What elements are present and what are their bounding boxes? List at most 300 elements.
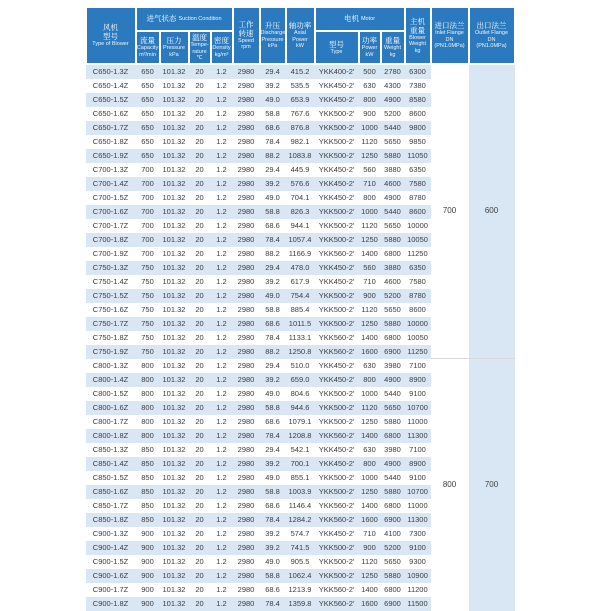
value-cell: 11050: [405, 149, 431, 163]
value-cell: 20: [195, 556, 204, 566]
value-cell: 10900: [405, 569, 431, 583]
value-cell: 700.1: [286, 457, 315, 471]
value-cell: 101.32: [162, 276, 186, 286]
value-cell: 1000: [359, 121, 381, 135]
value-cell: 850: [136, 485, 160, 499]
value-cell: 11250: [407, 248, 428, 258]
value-cell: 1.2: [211, 373, 233, 387]
value-cell: 101.32: [160, 513, 189, 527]
value-cell: 1.2: [211, 513, 233, 527]
blower-model-cell: C800-1.4Z: [86, 373, 136, 387]
value-cell: YKK450-2′: [318, 192, 355, 202]
value-cell: 900: [141, 584, 154, 594]
value-cell: 1.2: [211, 121, 233, 135]
value-cell: 750: [136, 261, 160, 275]
value-cell: 1.2: [211, 429, 233, 443]
value-cell: 900: [363, 108, 376, 118]
blower-model-cell: C900-1.4Z: [86, 541, 136, 555]
value-cell: YKK560-2′: [318, 500, 355, 510]
value-cell: 2980: [237, 360, 255, 370]
value-cell: 1079.1: [288, 416, 312, 426]
value-cell: 20: [195, 472, 204, 482]
value-cell: 900: [136, 541, 160, 555]
value-cell: 20: [189, 64, 211, 79]
blower-model-cell: C800-1.3Z: [92, 360, 129, 370]
value-cell: 101.32: [162, 360, 186, 370]
value-cell: 650: [141, 108, 154, 118]
blower-model-cell: C650-1.5Z: [86, 93, 136, 107]
blower-model-cell: C850-1.8Z: [86, 513, 136, 527]
value-cell: 1.2: [211, 177, 233, 191]
value-cell: 1083.8: [286, 149, 315, 163]
outlet-flange-value: 700: [469, 359, 515, 611]
value-cell: 2980: [237, 332, 255, 342]
value-cell: 1.2: [216, 164, 227, 174]
value-cell: 650: [136, 121, 160, 135]
value-cell: 10050: [405, 233, 431, 247]
value-cell: 29.4: [265, 360, 280, 370]
value-cell: 7580: [405, 177, 431, 191]
value-cell: 1.2: [216, 416, 227, 426]
value-cell: 101.32: [162, 584, 186, 594]
value-cell: YKK560-2′: [318, 248, 355, 258]
value-cell: 650: [141, 80, 154, 90]
value-cell: 11300: [405, 513, 431, 527]
value-cell: 850: [141, 472, 154, 482]
value-cell: 630: [363, 360, 376, 370]
value-cell: 1.2: [216, 248, 227, 258]
value-cell: YKK500-2′: [315, 541, 359, 555]
value-cell: YKK500-2′: [315, 289, 359, 303]
value-cell: 5650: [384, 556, 401, 566]
value-cell: 630: [363, 80, 376, 90]
header-outlet-flange: 出口法兰 Outlet Flange DN (PN1.0MPa): [469, 7, 515, 64]
value-cell: 850: [136, 457, 160, 471]
value-cell: 2980: [237, 472, 255, 482]
value-cell: 659.0: [286, 373, 315, 387]
value-cell: 58.8: [265, 108, 280, 118]
value-cell: 2980: [237, 248, 255, 258]
value-cell: 700: [141, 164, 154, 174]
value-cell: 800: [136, 373, 160, 387]
value-cell: 8780: [409, 192, 426, 202]
value-cell: 101.32: [160, 541, 189, 555]
value-cell: 68.6: [265, 220, 280, 230]
value-cell: 4900: [384, 192, 401, 202]
value-cell: 101.32: [160, 569, 189, 583]
value-cell: 5200: [381, 541, 405, 555]
value-cell: 7100: [409, 360, 426, 370]
value-cell: 630: [363, 444, 376, 454]
value-cell: 101.32: [160, 149, 189, 163]
value-cell: 1003.9: [286, 485, 315, 499]
value-cell: 1.2: [216, 276, 227, 286]
value-cell: 850: [141, 500, 154, 510]
value-cell: 478.0: [286, 261, 315, 275]
value-cell: 700: [141, 220, 154, 230]
value-cell: 574.7: [290, 528, 310, 538]
value-cell: 101.32: [160, 121, 189, 135]
value-cell: 6800: [384, 584, 401, 594]
value-cell: 1120: [359, 401, 381, 415]
value-cell: YKK500-2′: [318, 108, 355, 118]
value-cell: 11500: [405, 597, 431, 611]
value-cell: YKK500-2′: [315, 317, 359, 331]
value-cell: 20: [195, 528, 204, 538]
value-cell: 1.2: [216, 80, 227, 90]
value-cell: 2980: [233, 429, 260, 443]
value-cell: 5880: [381, 485, 405, 499]
value-cell: 3980: [384, 360, 401, 370]
value-cell: 39.2: [260, 457, 286, 471]
value-cell: 4900: [381, 457, 405, 471]
value-cell: 5880: [381, 233, 405, 247]
value-cell: 5880: [381, 569, 405, 583]
value-cell: YKK450-2′: [315, 93, 359, 107]
value-cell: 11200: [407, 584, 428, 594]
header-blower-weight: 主机 重量 Blower Weight kg: [405, 7, 431, 64]
value-cell: 944.6: [286, 401, 315, 415]
blower-model-cell: C700-1.8Z: [86, 233, 136, 247]
blower-model-cell: C800-1.6Z: [86, 401, 136, 415]
value-cell: YKK450-2′: [318, 444, 355, 454]
value-cell: 1250: [359, 233, 381, 247]
value-cell: 78.4: [260, 597, 286, 611]
value-cell: 78.4: [260, 233, 286, 247]
value-cell: 710: [363, 528, 376, 538]
value-cell: 8900: [405, 457, 431, 471]
value-cell: 1400: [361, 500, 378, 510]
value-cell: 101.32: [160, 317, 189, 331]
value-cell: 500: [359, 64, 381, 79]
value-cell: 1.2: [216, 500, 227, 510]
value-cell: 1.2: [211, 233, 233, 247]
value-cell: 5650: [381, 401, 405, 415]
value-cell: 510.0: [290, 360, 310, 370]
value-cell: 68.6: [265, 500, 280, 510]
value-cell: 8600: [405, 205, 431, 219]
value-cell: 6800: [384, 332, 401, 342]
value-cell: YKK560-2′: [318, 332, 355, 342]
value-cell: YKK560-2′: [315, 429, 359, 443]
blower-model-cell: C700-1.3Z: [92, 164, 129, 174]
value-cell: 1.2: [211, 289, 233, 303]
value-cell: 2980: [233, 121, 260, 135]
value-cell: 7580: [409, 276, 426, 286]
value-cell: 20: [189, 149, 211, 163]
header-suction-condition-group: 进气状态 Suction Condition: [136, 7, 233, 31]
header-pressure: 压力 Pressure kPa: [160, 31, 189, 64]
value-cell: 88.2: [260, 345, 286, 359]
value-cell: 9100: [405, 541, 431, 555]
value-cell: 78.4: [265, 332, 280, 342]
value-cell: 78.4: [260, 513, 286, 527]
value-cell: YKK450-2′: [318, 276, 355, 286]
value-cell: 1600: [359, 345, 381, 359]
value-cell: 29.4: [260, 64, 286, 79]
value-cell: 101.32: [160, 457, 189, 471]
value-cell: 1.2: [216, 360, 227, 370]
value-cell: 750: [141, 332, 154, 342]
value-cell: 1.2: [211, 261, 233, 275]
value-cell: 1.2: [211, 205, 233, 219]
value-cell: 1.2: [216, 584, 227, 594]
blower-model-cell: C900-1.8Z: [86, 597, 136, 611]
value-cell: 39.2: [260, 541, 286, 555]
value-cell: YKK500-2′: [318, 388, 355, 398]
value-cell: 1.2: [216, 220, 227, 230]
table-row: [86, 359, 515, 373]
value-cell: 5880: [381, 149, 405, 163]
value-cell: 1.2: [211, 569, 233, 583]
value-cell: 1284.2: [286, 513, 315, 527]
value-cell: 2980: [233, 233, 260, 247]
value-cell: YKK500-2′: [315, 149, 359, 163]
value-cell: 800: [141, 416, 154, 426]
value-cell: 6800: [381, 429, 405, 443]
value-cell: 20: [189, 513, 211, 527]
value-cell: 20: [195, 304, 204, 314]
value-cell: 2980: [233, 289, 260, 303]
value-cell: 1120: [361, 556, 378, 566]
value-cell: YKK500-2′: [318, 220, 355, 230]
value-cell: 1400: [361, 332, 378, 342]
value-cell: 1133.1: [288, 332, 312, 342]
value-cell: YKK500-2′: [318, 416, 355, 426]
value-cell: 78.4: [260, 429, 286, 443]
value-cell: 5440: [384, 388, 401, 398]
blower-spec-table: [85, 6, 516, 611]
value-cell: 20: [189, 401, 211, 415]
value-cell: 704.1: [290, 192, 310, 202]
value-cell: 905.5: [290, 556, 310, 566]
value-cell: 542.1: [290, 444, 310, 454]
value-cell: 710: [359, 177, 381, 191]
blower-model-cell: C700-1.5Z: [92, 192, 129, 202]
blower-model-cell: C700-1.7Z: [92, 220, 129, 230]
value-cell: 2980: [233, 541, 260, 555]
value-cell: YKK500-2′: [315, 121, 359, 135]
header-discharge-pressure: 升压 Discharge Pressure kPa: [260, 7, 286, 64]
blower-model-cell: C750-1.5Z: [86, 289, 136, 303]
value-cell: 101.32: [160, 485, 189, 499]
value-cell: YKK500-2′: [315, 401, 359, 415]
value-cell: 9300: [409, 556, 426, 566]
value-cell: 101.32: [162, 304, 186, 314]
value-cell: 8900: [405, 373, 431, 387]
value-cell: 101.32: [162, 528, 186, 538]
value-cell: 101.32: [162, 80, 186, 90]
value-cell: 101.32: [162, 332, 186, 342]
header-axial-power: 轴功率 Axial Power kW: [286, 7, 315, 64]
value-cell: 1.2: [211, 597, 233, 611]
value-cell: 750: [136, 345, 160, 359]
value-cell: 2980: [233, 261, 260, 275]
value-cell: 5200: [381, 289, 405, 303]
value-cell: 29.4: [260, 261, 286, 275]
value-cell: 1208.8: [286, 429, 315, 443]
value-cell: YKK500-2′: [318, 304, 355, 314]
value-cell: 20: [189, 485, 211, 499]
value-cell: 39.2: [260, 373, 286, 387]
value-cell: 445.9: [290, 164, 310, 174]
value-cell: 68.6: [265, 584, 280, 594]
value-cell: 101.32: [162, 556, 186, 566]
value-cell: 101.32: [162, 472, 186, 482]
blower-model-cell: C650-1.9Z: [86, 149, 136, 163]
value-cell: 4900: [381, 93, 405, 107]
value-cell: 101.32: [160, 373, 189, 387]
header-motor-weight: 重量 Weight kg: [381, 31, 405, 64]
value-cell: 1250: [359, 149, 381, 163]
blower-model-cell: C800-1.5Z: [92, 388, 129, 398]
value-cell: YKK450-2′: [315, 177, 359, 191]
value-cell: 1600: [359, 513, 381, 527]
value-cell: 415.2: [286, 64, 315, 79]
value-cell: 20: [189, 373, 211, 387]
header-motor-power: 功率 Power kW: [359, 31, 381, 64]
value-cell: 1000: [361, 472, 378, 482]
value-cell: 8780: [405, 289, 431, 303]
value-cell: 58.8: [260, 485, 286, 499]
value-cell: 1400: [361, 248, 378, 258]
value-cell: 2980: [233, 93, 260, 107]
value-cell: 1400: [361, 584, 378, 594]
value-cell: 2780: [381, 64, 405, 79]
blower-model-cell: C900-1.3Z: [92, 528, 129, 538]
value-cell: 101.32: [160, 205, 189, 219]
value-cell: 20: [189, 457, 211, 471]
value-cell: 944.1: [290, 220, 310, 230]
header-density: 密度 Density kg/m³: [211, 31, 233, 64]
value-cell: 1057.4: [286, 233, 315, 247]
value-cell: 2980: [233, 205, 260, 219]
value-cell: 1250: [359, 569, 381, 583]
value-cell: YKK500-2′: [315, 233, 359, 247]
value-cell: 2980: [233, 149, 260, 163]
header-motor-type: 型号 Type: [315, 31, 359, 64]
blower-model-cell: C650-1.3Z: [86, 64, 136, 79]
value-cell: YKK450-2′: [318, 164, 355, 174]
blower-model-cell: C900-1.5Z: [92, 556, 129, 566]
value-cell: 20: [195, 584, 204, 594]
value-cell: 800: [359, 373, 381, 387]
header-speed: 工作 转速 Speed rpm: [233, 7, 260, 64]
value-cell: 900: [359, 541, 381, 555]
value-cell: 2980: [237, 304, 255, 314]
value-cell: 1.2: [216, 388, 227, 398]
value-cell: 700: [141, 248, 154, 258]
value-cell: 1.2: [211, 457, 233, 471]
value-cell: 826.3: [286, 205, 315, 219]
value-cell: 20: [195, 388, 204, 398]
value-cell: 767.6: [290, 108, 310, 118]
blower-model-cell: C700-1.9Z: [92, 248, 129, 258]
blower-model-cell: C850-1.4Z: [86, 457, 136, 471]
value-cell: 855.1: [290, 472, 310, 482]
value-cell: 5440: [381, 121, 405, 135]
value-cell: 101.32: [162, 388, 186, 398]
value-cell: 88.2: [260, 149, 286, 163]
value-cell: 1011.5: [286, 317, 315, 331]
value-cell: 1.2: [211, 93, 233, 107]
blower-model-cell: C850-1.7Z: [92, 500, 129, 510]
value-cell: 20: [189, 289, 211, 303]
value-cell: 101.32: [160, 177, 189, 191]
value-cell: 6900: [381, 345, 405, 359]
value-cell: 20: [195, 192, 204, 202]
value-cell: 1146.4: [288, 500, 312, 510]
value-cell: 1400: [359, 429, 381, 443]
value-cell: 7100: [409, 444, 426, 454]
value-cell: 101.32: [162, 248, 186, 258]
value-cell: 10050: [407, 332, 428, 342]
value-cell: 6350: [405, 261, 431, 275]
value-cell: 750: [141, 304, 154, 314]
value-cell: 2980: [237, 500, 255, 510]
value-cell: 1.2: [211, 485, 233, 499]
value-cell: 7300: [409, 528, 426, 538]
value-cell: 741.5: [286, 541, 315, 555]
value-cell: YKK560-2′: [315, 597, 359, 611]
value-cell: 1.2: [216, 108, 227, 118]
value-cell: 6300: [405, 64, 431, 79]
value-cell: 5650: [384, 220, 401, 230]
value-cell: 6350: [409, 164, 426, 174]
outlet-flange-value: 600: [469, 64, 515, 359]
value-cell: YKK450-2′: [318, 360, 355, 370]
value-cell: 101.32: [160, 401, 189, 415]
value-cell: 1.2: [216, 556, 227, 566]
value-cell: 800: [136, 401, 160, 415]
value-cell: 20: [189, 205, 211, 219]
value-cell: 20: [195, 164, 204, 174]
value-cell: 700: [136, 177, 160, 191]
header-capacity: 流量 Capacity m³/min: [136, 31, 160, 64]
value-cell: 68.6: [265, 416, 280, 426]
value-cell: 900: [136, 597, 160, 611]
value-cell: YKK500-2′: [318, 472, 355, 482]
value-cell: 1.2: [216, 136, 227, 146]
value-cell: 700: [136, 233, 160, 247]
value-cell: 6800: [384, 500, 401, 510]
value-cell: 10000: [405, 317, 431, 331]
value-cell: 11250: [405, 345, 431, 359]
value-cell: 2980: [233, 177, 260, 191]
value-cell: 20: [195, 416, 204, 426]
value-cell: 2980: [237, 220, 255, 230]
blower-model-cell: C900-1.6Z: [86, 569, 136, 583]
value-cell: 1120: [361, 220, 378, 230]
value-cell: 2980: [237, 80, 255, 90]
value-cell: 5880: [384, 416, 401, 426]
value-cell: 1120: [361, 304, 378, 314]
value-cell: 710: [363, 276, 376, 286]
value-cell: 2980: [237, 416, 255, 426]
value-cell: 850: [136, 513, 160, 527]
value-cell: 804.6: [290, 388, 310, 398]
value-cell: 101.32: [160, 261, 189, 275]
value-cell: 2980: [237, 388, 255, 398]
value-cell: 11000: [407, 500, 428, 510]
value-cell: 5440: [381, 205, 405, 219]
value-cell: 101.32: [162, 164, 186, 174]
blower-model-cell: C650-1.7Z: [86, 121, 136, 135]
value-cell: 7380: [409, 80, 426, 90]
value-cell: 20: [189, 597, 211, 611]
value-cell: 39.2: [265, 80, 280, 90]
value-cell: YKK500-2′: [318, 556, 355, 566]
